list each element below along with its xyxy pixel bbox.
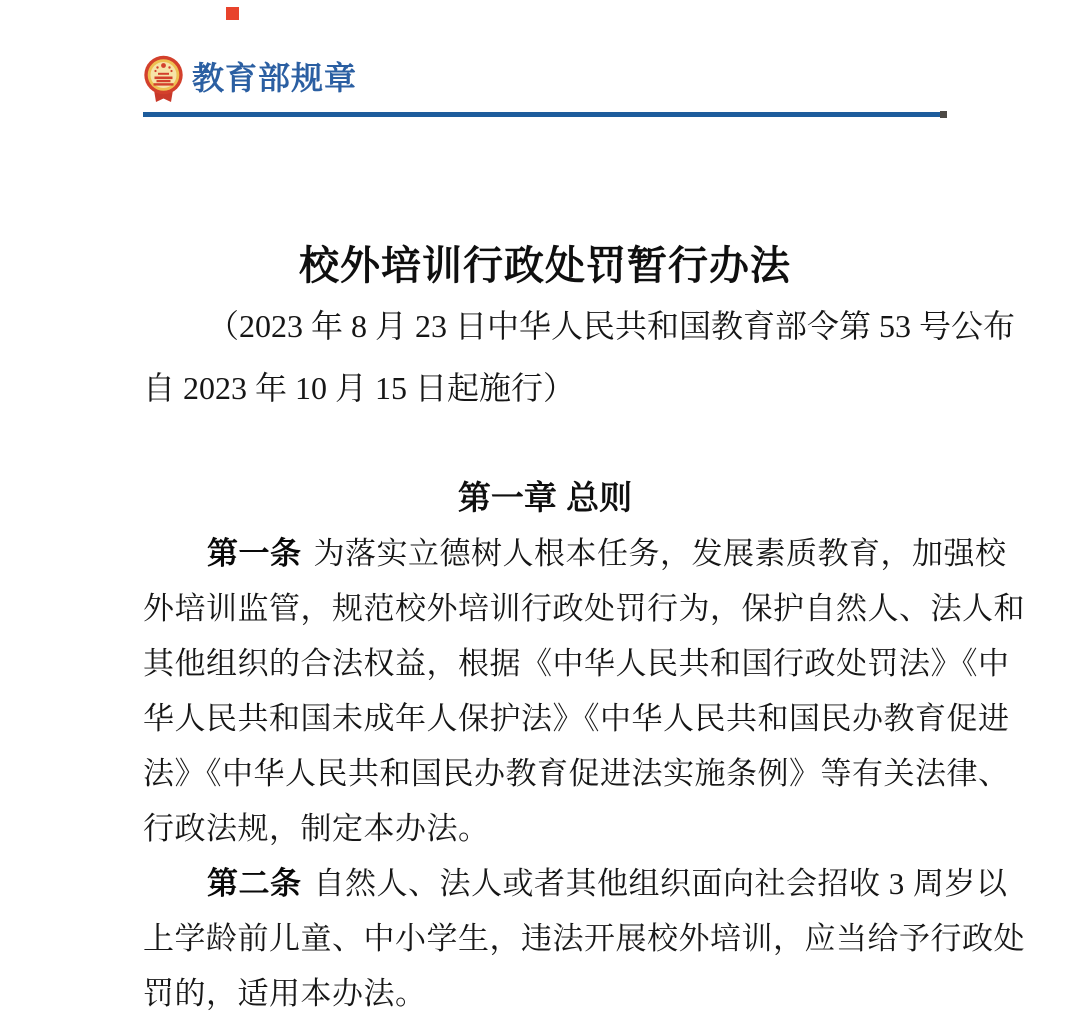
body-line-text: 罚的，适用本办法。 bbox=[143, 976, 427, 1011]
body-line bbox=[143, 533, 1037, 575]
body-line-text: 华人民共和国未成年人保护法》《中华人民共和国民办教育促进 bbox=[143, 701, 1010, 736]
body-line bbox=[143, 588, 1025, 630]
body-line-text: 外培训监管，规范校外培训行政处罚行为，保护自然人、法人和 bbox=[143, 591, 1025, 626]
body-line bbox=[143, 643, 1010, 685]
body-line-text: 为落实立德树人根本任务，发展素质教育，加强校 bbox=[313, 536, 1007, 571]
article-number-lead: 第一条 bbox=[207, 536, 302, 571]
body-line bbox=[143, 918, 1025, 960]
document-subtitle-line: 自 2023 年 10 月 15 日起施行） bbox=[143, 370, 576, 406]
body-line bbox=[143, 973, 973, 1015]
chapter-heading: 第一章 总则 bbox=[457, 479, 633, 516]
article-number-lead: 第二条 bbox=[207, 866, 302, 901]
body-line-text: 自然人、法人或者其他组织面向社会招收 3 周岁以 bbox=[313, 866, 1008, 901]
page-header bbox=[143, 52, 357, 104]
header-divider-endcap bbox=[940, 111, 947, 118]
body-line bbox=[143, 863, 1037, 905]
body-line-text: 行政法规，制定本办法。 bbox=[143, 811, 490, 846]
body-line-text: 上学龄前儿童、中小学生，违法开展校外培训，应当给予行政处 bbox=[143, 921, 1025, 956]
body-line bbox=[143, 753, 1010, 795]
national-emblem-icon bbox=[143, 52, 184, 105]
body-line bbox=[143, 698, 1010, 740]
body-line bbox=[143, 808, 973, 850]
document-title: 校外培训行政处罚暂行办法 bbox=[299, 243, 791, 288]
body-line-text: 其他组织的合法权益，根据《中华人民共和国行政处罚法》《中 bbox=[143, 646, 1010, 681]
header-title: 教育部规章 bbox=[192, 59, 358, 96]
document-subtitle-line: （2023 年 8 月 23 日中华人民共和国教育部令第 53 号公布 bbox=[207, 308, 1016, 344]
red-artifact-square bbox=[226, 7, 239, 20]
header-divider-rule bbox=[143, 112, 940, 117]
body-line-text: 法》《中华人民共和国民办教育促进法实施条例》等有关法律、 bbox=[143, 756, 1010, 791]
